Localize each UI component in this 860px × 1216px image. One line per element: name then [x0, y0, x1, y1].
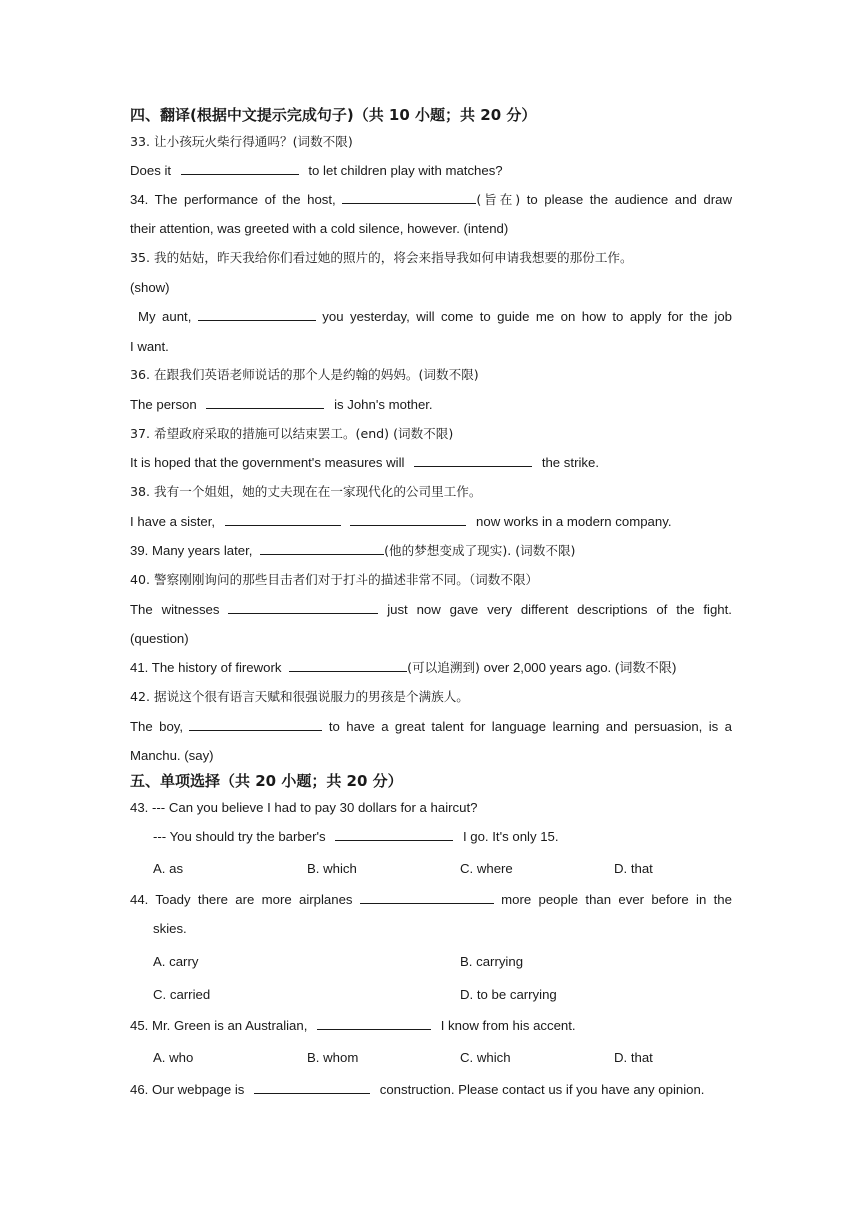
- q44-line1: [130, 891, 732, 909]
- q39-blank[interactable]: [260, 542, 384, 555]
- q43-line1: 43. --- Can you believe I had to pay 30 dollars for a haircut?: [130, 800, 478, 815]
- q37-prompt: 37. 希望政府采取的措施可以结束罢工。(end) (词数不限): [130, 426, 454, 441]
- q43-option-c[interactable]: C. where: [460, 861, 513, 876]
- q40-text-b: just now gave very different descriptions of the fight.: [387, 602, 732, 617]
- q38-text-b: now works in a modern company.: [476, 514, 672, 529]
- q37-text-b: the strike.: [541, 455, 599, 470]
- q38-sentence: [130, 513, 672, 531]
- q40-text-a: The witnesses: [130, 602, 220, 617]
- q44-text-b: more people than ever before in the: [501, 892, 732, 907]
- q41-sentence: [130, 659, 676, 677]
- q36-text-a: The person: [130, 397, 197, 412]
- q45-option-d[interactable]: D. that: [614, 1050, 653, 1065]
- q36-sentence: [130, 396, 433, 414]
- q43-option-a[interactable]: A. as: [153, 861, 184, 876]
- q35-prompt: 35. 我的姑姑，昨天我给你们看过她的照片的，将会来指导我如何申请我想要的那份工作。: [130, 250, 633, 265]
- q44-option-b[interactable]: B. carrying: [460, 954, 524, 969]
- q39-hint: (他的梦想变成了现实): [384, 543, 508, 558]
- section-heading-translation: 四、翻译(根据中文提示完成句子)（共 10 小题；共 20 分）: [130, 106, 537, 124]
- q37-sentence: [130, 454, 599, 472]
- q44-blank[interactable]: [360, 891, 494, 904]
- q45-option-c[interactable]: C. which: [460, 1050, 511, 1065]
- q46-blank[interactable]: [254, 1081, 370, 1094]
- q34-text-b: to please the audience and draw: [526, 192, 732, 207]
- q41-hint: (可以追溯到): [407, 660, 480, 675]
- q44-option-c[interactable]: C. carried: [153, 987, 211, 1002]
- q45-text-a: 45. Mr. Green is an Australian,: [130, 1018, 308, 1033]
- q43-option-b[interactable]: B. which: [307, 861, 357, 876]
- q39-sentence: [130, 542, 575, 560]
- q34-line1: [130, 191, 732, 209]
- q42-text-a: The boy,: [130, 719, 184, 734]
- q44-line2: skies.: [153, 921, 187, 936]
- q42-text-b: to have a great talent for language learning and persuasion, is a: [328, 719, 732, 734]
- q44-option-a[interactable]: A. carry: [153, 954, 199, 969]
- q43-blank[interactable]: [335, 828, 453, 841]
- q35-blank[interactable]: [198, 308, 316, 321]
- q35-line2: I want.: [130, 339, 169, 354]
- q45-option-b[interactable]: B. whom: [307, 1050, 359, 1065]
- q42-prompt: 42. 据说这个很有语言天赋和很强说服力的男孩是个满族人。: [130, 689, 469, 704]
- q45-blank[interactable]: [317, 1017, 431, 1030]
- q38-text-a: I have a sister,: [130, 514, 216, 529]
- q34-line2: their attention, was greeted with a cold silence, however. (intend): [130, 221, 509, 236]
- q35-text-a: My aunt,: [138, 309, 192, 324]
- q37-text-a: It is hoped that the government's measures will: [130, 455, 405, 470]
- q41-blank[interactable]: [289, 659, 407, 672]
- q40-prompt: 40. 警察刚刚询问的那些目击者们对于打斗的描述非常不同。（词数不限）: [130, 572, 539, 587]
- q40-blank[interactable]: [228, 601, 378, 614]
- q33-sentence: [130, 162, 503, 180]
- q37-blank[interactable]: [414, 454, 532, 467]
- q34-blank[interactable]: [342, 191, 476, 204]
- q38-prompt: 38. 我有一个姐姐，她的丈夫现在在一家现代化的公司里工作。: [130, 484, 482, 499]
- q46-sentence: [130, 1081, 704, 1099]
- q39-text-b: . (词数不限): [507, 543, 576, 558]
- q43-text-a: --- You should try the barber's: [153, 829, 326, 844]
- q35-line1: [138, 308, 732, 326]
- q33-prompt: 33. 让小孩玩火柴行得通吗？(词数不限): [130, 134, 353, 149]
- q46-text-a: 46. Our webpage is: [130, 1082, 245, 1097]
- q38-blank-1[interactable]: [225, 513, 341, 526]
- q39-text-a: 39. Many years later,: [130, 543, 253, 558]
- q45-text-b: I know from his accent.: [440, 1018, 576, 1033]
- q34-hint: (旨在): [476, 192, 521, 207]
- q46-text-b: construction. Please contact us if you have any opinion.: [379, 1082, 705, 1097]
- q45-sentence: [130, 1017, 576, 1035]
- q44-text-a: 44. Toady there are more airplanes: [130, 892, 353, 907]
- q33-blank[interactable]: [181, 162, 299, 175]
- q35-text-b: you yesterday, will come to guide me on how to apply for the job: [322, 309, 732, 324]
- q34-text-a: 34. The performance of the host,: [130, 192, 336, 207]
- q43-option-d[interactable]: D. that: [614, 861, 653, 876]
- q36-prompt: 36. 在跟我们英语老师说话的那个人是约翰的妈妈。(词数不限): [130, 367, 479, 382]
- q38-blank-2[interactable]: [350, 513, 466, 526]
- q42-line2: Manchu. (say): [130, 748, 214, 763]
- q41-text-b: over 2,000 years ago. (词数不限): [483, 660, 677, 675]
- q45-option-a[interactable]: A. who: [153, 1050, 194, 1065]
- q42-line1: [130, 718, 732, 736]
- q43-line2: [153, 828, 559, 846]
- q36-blank[interactable]: [206, 396, 324, 409]
- section-heading-multiple-choice: 五、单项选择（共 20 小题；共 20 分）: [130, 772, 403, 790]
- q36-text-b: is John's mother.: [334, 397, 433, 412]
- q44-option-d[interactable]: D. to be carrying: [460, 987, 557, 1002]
- q41-text-a: 41. The history of firework: [130, 660, 282, 675]
- q40-line2: (question): [130, 631, 189, 646]
- q33-text-b: to let children play with matches?: [308, 163, 503, 178]
- q40-line1: [130, 601, 732, 619]
- q43-text-b: I go. It's only 15.: [462, 829, 559, 844]
- q42-blank[interactable]: [189, 718, 322, 731]
- q35-tag: (show): [130, 280, 170, 295]
- q33-text-a: Does it: [130, 163, 172, 178]
